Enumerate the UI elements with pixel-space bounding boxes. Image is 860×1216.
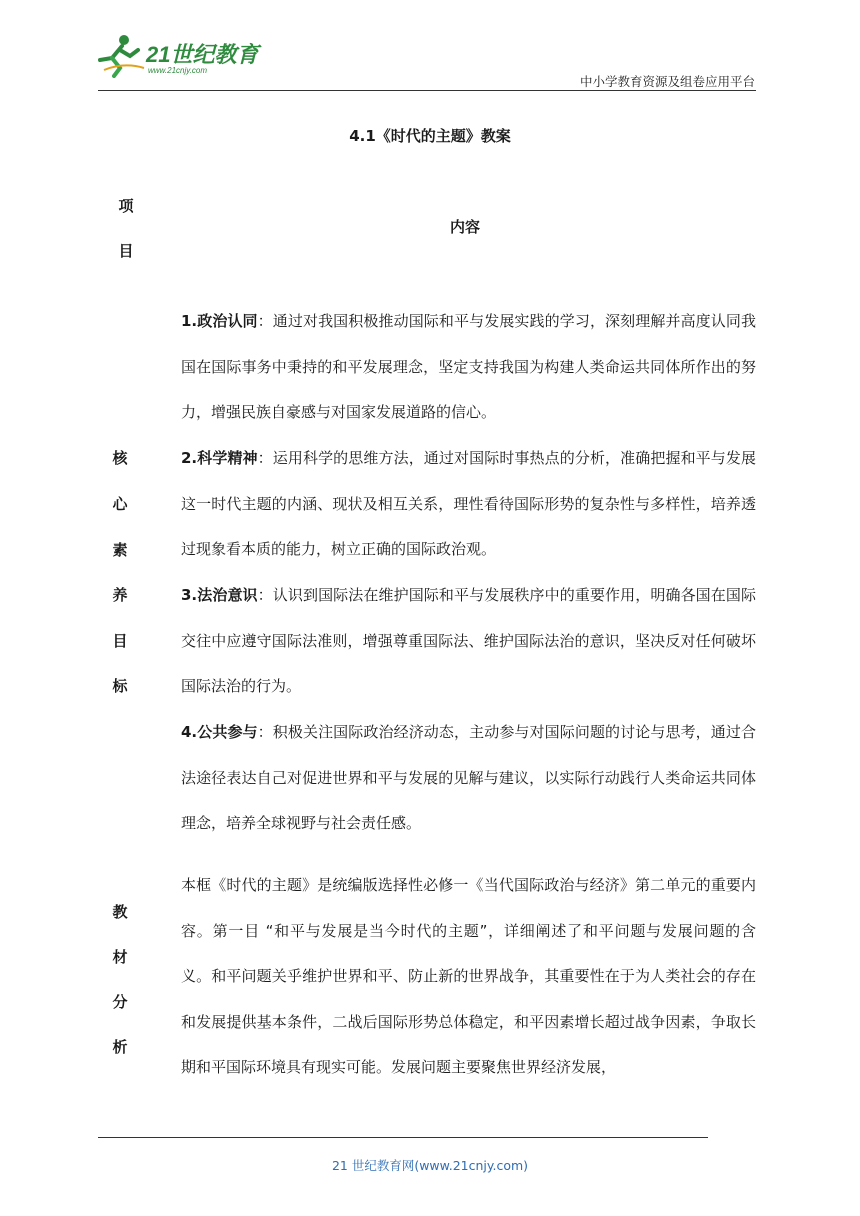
- item-text: ：认识到国际法在维护国际和平与发展秩序中的重要作用，明确各国在国际交往中应遵守国际法准则，增强尊重国际法、维护国际法治的意识，坚决反对任何破坏国际法治的行为。: [181, 586, 756, 696]
- item-header-char: 项: [118, 197, 134, 215]
- footer-link[interactable]: 21 世纪教育网(www.21cnjy.com): [331, 1158, 529, 1173]
- core-literacy-item: [181, 436, 756, 573]
- item-text: ：积极关注国际政治经济动态，主动参与对国际问题的讨论与思考，通过合法途径表达自己对促进世界和平与发展的见解与建议，以实际行动践行人类命运共同体理念，培养全球视野与社会责任感。: [181, 723, 756, 833]
- site-logo: [94, 32, 264, 78]
- runner-logo-icon: [94, 32, 264, 78]
- item-lead: 2.科学精神: [181, 449, 258, 467]
- document-title: 4.1《时代的主题》教案: [349, 127, 511, 145]
- item-header-char: 目: [118, 242, 134, 260]
- item-lead: 1.政治认同: [181, 312, 258, 330]
- header-divider: [98, 90, 756, 91]
- content-header: 内容: [449, 218, 480, 236]
- textbook-analysis-label-char: 分: [112, 993, 128, 1011]
- item-text: ：通过对我国积极推动国际和平与发展实践的学习，深刻理解并高度认同我国在国际事务中秉持的和平发展理念，坚定支持我国为构建人类命运共同体所作出的努力，增强民族自豪感与对国家发展道路的信心。: [181, 312, 756, 422]
- textbook-analysis-label-char: 析: [112, 1038, 128, 1056]
- item-text: ：运用科学的思维方法，通过对国际时事热点的分析，准确把握和平与发展这一时代主题的内涵、现状及相互关系，理性看待国际形势的复杂性与多样性，培养透过现象看本质的能力，树立正确的国际政治观。: [181, 449, 756, 559]
- textbook-analysis-text: 本框《时代的主题》是统编版选择性必修一《当代国际政治与经济》第二单元的重要内容。第一目 “和平与发展是当今时代的主题”，详细阐述了和平问题与发展问题的含义。和平问题关乎维护世界和平、防止新的世界战争，其重要性在于为人类社会的存在和发展提供基本条件，二战后国际形势总体稳定，和平因素增长超过战争因素，争取长期和平国际环境具有现实可能。发展问题主要聚焦世界经济发展，: [181, 876, 756, 1077]
- core-literacy-item: [181, 710, 756, 847]
- core-literacy-label-char: 素: [112, 541, 128, 559]
- core-literacy-label-char: 目: [112, 632, 128, 650]
- core-literacy-label-char: 标: [112, 677, 128, 695]
- footer-divider: [98, 1137, 708, 1138]
- logo-text: 21世纪教育: [146, 42, 259, 67]
- core-literacy-item: [181, 299, 756, 436]
- textbook-analysis-label-char: 教: [112, 903, 128, 921]
- core-literacy-label-char: 核: [112, 449, 128, 467]
- logo-url: www.21cnjy.com: [148, 66, 207, 75]
- item-lead: 4.公共参与: [181, 723, 258, 741]
- core-literacy-item: [181, 573, 756, 710]
- core-literacy-label-char: 养: [112, 586, 128, 604]
- textbook-analysis-label-char: 材: [112, 948, 128, 966]
- core-literacy-label-char: 心: [112, 495, 128, 513]
- platform-label: 中小学教育资源及组卷应用平台: [579, 74, 755, 89]
- item-lead: 3.法治意识: [181, 586, 258, 604]
